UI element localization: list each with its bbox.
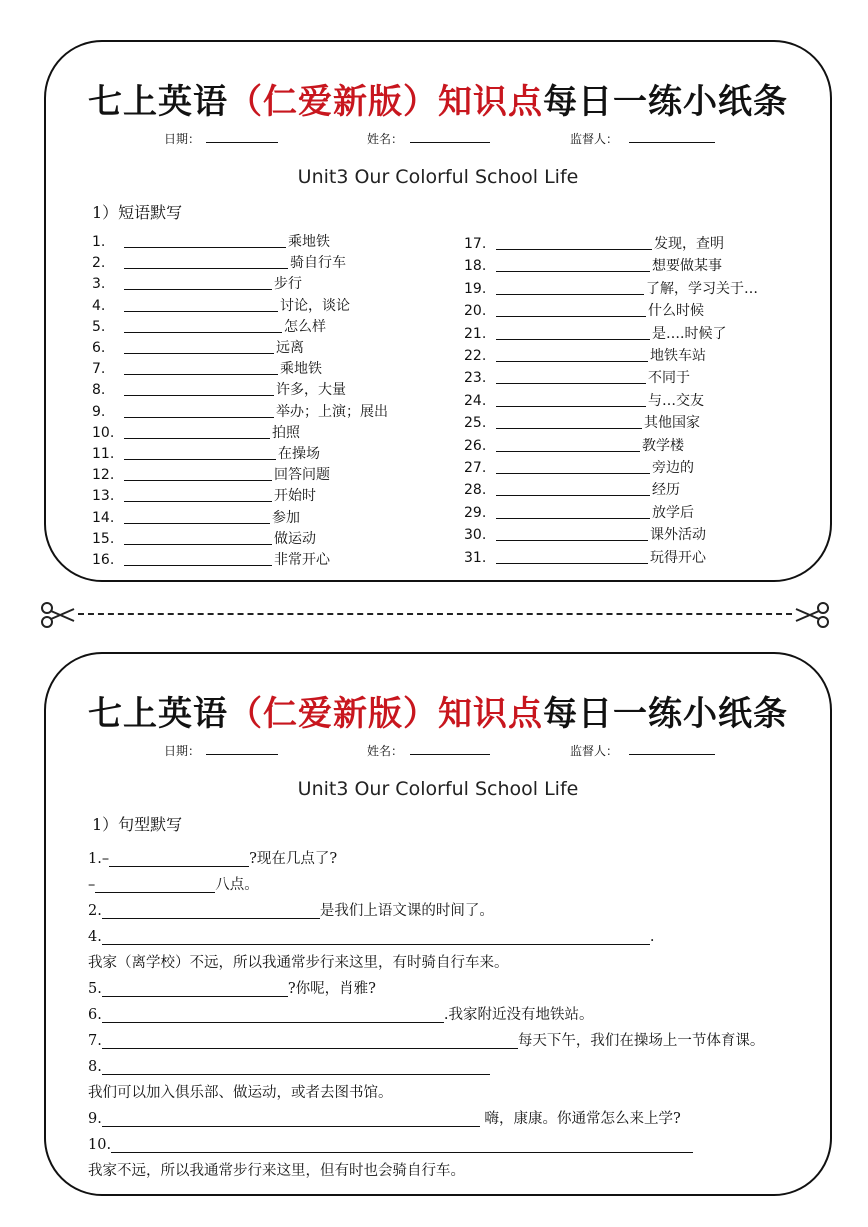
phrase-meaning: 是….时候了 <box>652 325 727 342</box>
phrase-row <box>464 525 804 545</box>
sentence-number: 9. <box>88 1111 102 1127</box>
answer-blank[interactable] <box>124 544 272 545</box>
phrase-row <box>92 486 432 506</box>
sentence-text: 嗨，康康。你通常怎么来上学? <box>479 1111 681 1127</box>
phrase-number: 28. <box>464 482 487 499</box>
phrase-number: 21. <box>464 325 487 342</box>
supervisor-label: 监督人： <box>570 132 619 146</box>
date-field[interactable] <box>206 742 278 755</box>
phrase-row <box>92 550 432 570</box>
phrase-number: 20. <box>464 303 487 320</box>
phrase-meaning: 了解，学习关于… <box>646 280 758 297</box>
phrase-number: 13. <box>92 488 115 505</box>
phrase-number: 26. <box>464 437 487 454</box>
scissors-icon <box>794 600 830 630</box>
phrase-row <box>464 301 804 321</box>
phrase-meaning: 乘地铁 <box>288 234 330 250</box>
answer-blank[interactable] <box>496 428 642 429</box>
phrase-meaning: 拍照 <box>272 424 300 441</box>
answer-blank[interactable] <box>496 294 644 295</box>
answer-blank[interactable] <box>124 480 272 481</box>
title-part-edition: （仁爱新版）知识点 <box>228 82 543 122</box>
phrase-row <box>464 368 804 388</box>
answer-blank[interactable] <box>496 406 646 407</box>
sentence-line-1b <box>88 874 259 896</box>
answer-blank[interactable] <box>124 523 270 524</box>
answer-blank[interactable] <box>496 316 646 317</box>
phrase-row <box>92 296 432 316</box>
sentence-text: 是我们上语文课的时间了。 <box>319 903 494 919</box>
section-heading: 1）句型默写 <box>92 815 183 834</box>
phrase-number: 24. <box>464 392 487 409</box>
answer-blank[interactable] <box>124 353 274 354</box>
phrase-meaning: 远离 <box>276 340 304 356</box>
phrase-row <box>92 380 432 400</box>
phrase-meaning: 举办；上演；展出 <box>276 403 388 420</box>
phrase-meaning: 开始时 <box>274 488 316 505</box>
phrase-meaning: 回答问题 <box>274 467 330 484</box>
name-field[interactable] <box>410 742 490 755</box>
phrase-row <box>92 317 432 337</box>
phrase-number: 3. <box>92 276 106 293</box>
phrase-number: 6. <box>92 340 106 356</box>
phrase-number: 7. <box>92 361 106 378</box>
phrase-number: 15. <box>92 530 115 547</box>
sentence-line-1 <box>88 848 337 870</box>
phrase-meaning: 参加 <box>272 509 300 526</box>
answer-blank[interactable] <box>496 451 640 452</box>
sentence-line-10 <box>88 1134 693 1156</box>
phrase-row <box>92 274 432 294</box>
phrase-meaning: 教学楼 <box>642 437 684 454</box>
sentence-number: 10. <box>88 1137 112 1153</box>
phrase-row <box>92 529 432 549</box>
sentence-number: 2. <box>88 903 102 919</box>
answer-blank[interactable] <box>124 459 276 460</box>
phrase-meaning: 乘地铁 <box>280 361 322 378</box>
phrase-meaning: 怎么样 <box>284 318 326 335</box>
sentence-line-9 <box>88 1108 681 1130</box>
name-label: 姓名： <box>367 132 404 146</box>
sentence-line-8-cn: 我们可以加入俱乐部、做运动，或者去图书馆。 <box>88 1085 393 1101</box>
sentence-line-6 <box>88 1004 593 1026</box>
answer-blank[interactable] <box>496 563 648 564</box>
sentence-text: .我家附近没有地铁站。 <box>443 1007 594 1023</box>
phrase-number: 31. <box>464 549 487 566</box>
phrase-meaning: 地铁车站 <box>650 348 706 364</box>
answer-blank[interactable] <box>496 271 650 272</box>
phrase-meaning: 骑自行车 <box>290 255 346 272</box>
answer-blank[interactable] <box>95 876 215 893</box>
phrase-number: 10. <box>92 424 115 441</box>
phrase-row <box>92 232 432 252</box>
sentence-line-4-cn: 我家（离学校）不远，所以我通常步行来这里，有时骑自行车来。 <box>88 955 509 971</box>
sentence-text: 八点。 <box>215 877 259 893</box>
phrase-number: 4. <box>92 297 106 314</box>
phrase-meaning: 其他国家 <box>644 415 700 432</box>
phrase-meaning: 步行 <box>274 276 302 293</box>
date-field[interactable] <box>206 130 278 143</box>
sentence-text: 每天下午，我们在操场上一节体育课。 <box>517 1033 765 1049</box>
phrase-number: 18. <box>464 258 487 275</box>
phrase-number: 30. <box>464 527 487 544</box>
answer-blank[interactable] <box>496 361 648 362</box>
sentence-text: ?现在几点了? <box>249 851 338 867</box>
answer-blank[interactable] <box>124 417 274 418</box>
sentence-number: 5. <box>88 981 102 997</box>
phrase-row <box>92 359 432 379</box>
phrase-meaning: 放学后 <box>652 504 694 521</box>
phrase-number: 22. <box>464 348 487 364</box>
phrase-row <box>464 279 804 299</box>
phrase-number: 9. <box>92 403 106 420</box>
phrase-meaning: 玩得开心 <box>650 549 706 566</box>
phrase-row <box>92 253 432 273</box>
phrase-meaning: 与…交友 <box>648 392 704 409</box>
title-part-edition: （仁爱新版）知识点 <box>228 694 543 734</box>
phrase-meaning: 经历 <box>652 482 680 499</box>
phrase-meaning: 非常开心 <box>274 552 330 568</box>
phrase-meaning: 做运动 <box>274 530 316 547</box>
phrase-number: 5. <box>92 318 106 335</box>
answer-blank[interactable] <box>102 1032 518 1049</box>
phrase-row <box>464 503 804 523</box>
answer-blank[interactable] <box>496 518 650 519</box>
sentence-number: – <box>88 877 96 893</box>
phrase-row <box>464 346 804 366</box>
answer-blank[interactable] <box>124 395 274 396</box>
supervisor-field[interactable] <box>629 742 715 755</box>
phrase-meaning: 在操场 <box>278 446 320 462</box>
phrase-row <box>464 256 804 276</box>
answer-blank[interactable] <box>102 1006 444 1023</box>
phrase-row <box>464 458 804 478</box>
phrase-meaning: 什么时候 <box>648 303 704 320</box>
date-label: 日期： <box>164 744 201 758</box>
sentence-line-8 <box>88 1056 490 1078</box>
supervisor-field[interactable] <box>629 130 715 143</box>
card-title <box>46 686 830 735</box>
phrase-meaning: 许多，大量 <box>276 382 346 399</box>
scissors-icon <box>40 600 76 630</box>
phrase-number: 14. <box>92 509 115 526</box>
phrase-row <box>92 423 432 443</box>
card-title <box>46 74 830 123</box>
answer-blank[interactable] <box>124 438 270 439</box>
sentence-text: ?你呢，肖雅? <box>287 981 376 997</box>
answer-blank[interactable] <box>124 247 286 248</box>
phrase-number: 2. <box>92 255 106 272</box>
title-part-grade: 七上英语 <box>88 82 228 122</box>
answer-blank[interactable] <box>496 249 652 250</box>
unit-heading: Unit3 Our Colorful School Life <box>297 166 579 188</box>
worksheet-card-sentences <box>44 652 832 1196</box>
phrase-meaning: 不同于 <box>648 370 690 387</box>
phrase-meaning: 讨论，谈论 <box>280 297 350 314</box>
phrase-number: 17. <box>464 236 487 252</box>
phrase-row <box>464 480 804 500</box>
answer-blank[interactable] <box>124 311 278 312</box>
sentence-number: 8. <box>88 1059 102 1075</box>
sentence-line-4 <box>88 926 654 948</box>
answer-blank[interactable] <box>124 332 282 333</box>
answer-blank[interactable] <box>496 495 650 496</box>
supervisor-label: 监督人： <box>570 744 619 758</box>
sentence-line-10-cn: 我家不远，所以我通常步行来这里，但有时也会骑自行车。 <box>88 1163 465 1179</box>
unit-heading: Unit3 Our Colorful School Life <box>297 778 579 800</box>
title-part-daily: 每日一练小纸条 <box>543 694 788 734</box>
phrase-row <box>464 436 804 456</box>
cut-line <box>40 600 830 630</box>
phrase-row <box>92 338 432 358</box>
phrase-meaning: 想要做某事 <box>652 258 722 275</box>
sentence-line-7 <box>88 1030 764 1052</box>
answer-blank[interactable] <box>102 1058 490 1075</box>
sentence-line-5 <box>88 978 376 1000</box>
phrase-meaning: 发现，查明 <box>654 236 724 252</box>
dashed-line <box>78 613 792 615</box>
answer-blank[interactable] <box>496 339 650 340</box>
phrase-number: 29. <box>464 504 487 521</box>
sentence-number: 4. <box>88 929 102 945</box>
answer-blank[interactable] <box>109 850 249 867</box>
phrase-row <box>92 444 432 464</box>
answer-blank[interactable] <box>124 374 278 375</box>
date-label: 日期： <box>164 132 201 146</box>
answer-blank[interactable] <box>124 289 272 290</box>
answer-blank[interactable] <box>102 902 320 919</box>
answer-blank[interactable] <box>102 1110 480 1127</box>
phrase-row <box>464 413 804 433</box>
name-field[interactable] <box>410 130 490 143</box>
answer-blank[interactable] <box>124 268 288 269</box>
phrase-number: 1. <box>92 234 106 250</box>
phrase-number: 8. <box>92 382 106 399</box>
sentence-number: 6. <box>88 1007 102 1023</box>
sentence-line-2 <box>88 900 494 922</box>
answer-blank[interactable] <box>124 565 272 566</box>
name-label: 姓名： <box>367 744 404 758</box>
phrase-number: 11. <box>92 446 115 462</box>
section-heading: 1）短语默写 <box>92 203 183 222</box>
phrase-row <box>464 234 804 254</box>
answer-blank[interactable] <box>102 928 650 945</box>
answer-blank[interactable] <box>102 980 288 997</box>
phrase-row <box>464 324 804 344</box>
title-part-daily: 每日一练小纸条 <box>543 82 788 122</box>
phrase-meaning: 旁边的 <box>652 460 694 476</box>
phrase-meaning: 课外活动 <box>650 527 706 544</box>
sentence-number: 7. <box>88 1033 102 1049</box>
answer-blank[interactable] <box>124 501 272 502</box>
sentence-text: . <box>649 929 655 945</box>
phrase-row <box>464 391 804 411</box>
phrase-number: 25. <box>464 415 487 432</box>
phrase-row <box>92 465 432 485</box>
answer-blank[interactable] <box>496 473 650 474</box>
phrase-number: 19. <box>464 280 487 297</box>
title-part-grade: 七上英语 <box>88 694 228 734</box>
sentence-number: 1.– <box>88 851 110 867</box>
phrase-row <box>92 508 432 528</box>
phrase-number: 27. <box>464 460 487 476</box>
phrase-row <box>464 548 804 568</box>
worksheet-card-phrases <box>44 40 832 582</box>
phrase-number: 12. <box>92 467 115 484</box>
answer-blank[interactable] <box>496 540 648 541</box>
phrase-number: 23. <box>464 370 487 387</box>
answer-blank[interactable] <box>496 383 646 384</box>
phrase-number: 16. <box>92 552 115 568</box>
answer-blank[interactable] <box>111 1136 693 1153</box>
phrase-row <box>92 402 432 422</box>
